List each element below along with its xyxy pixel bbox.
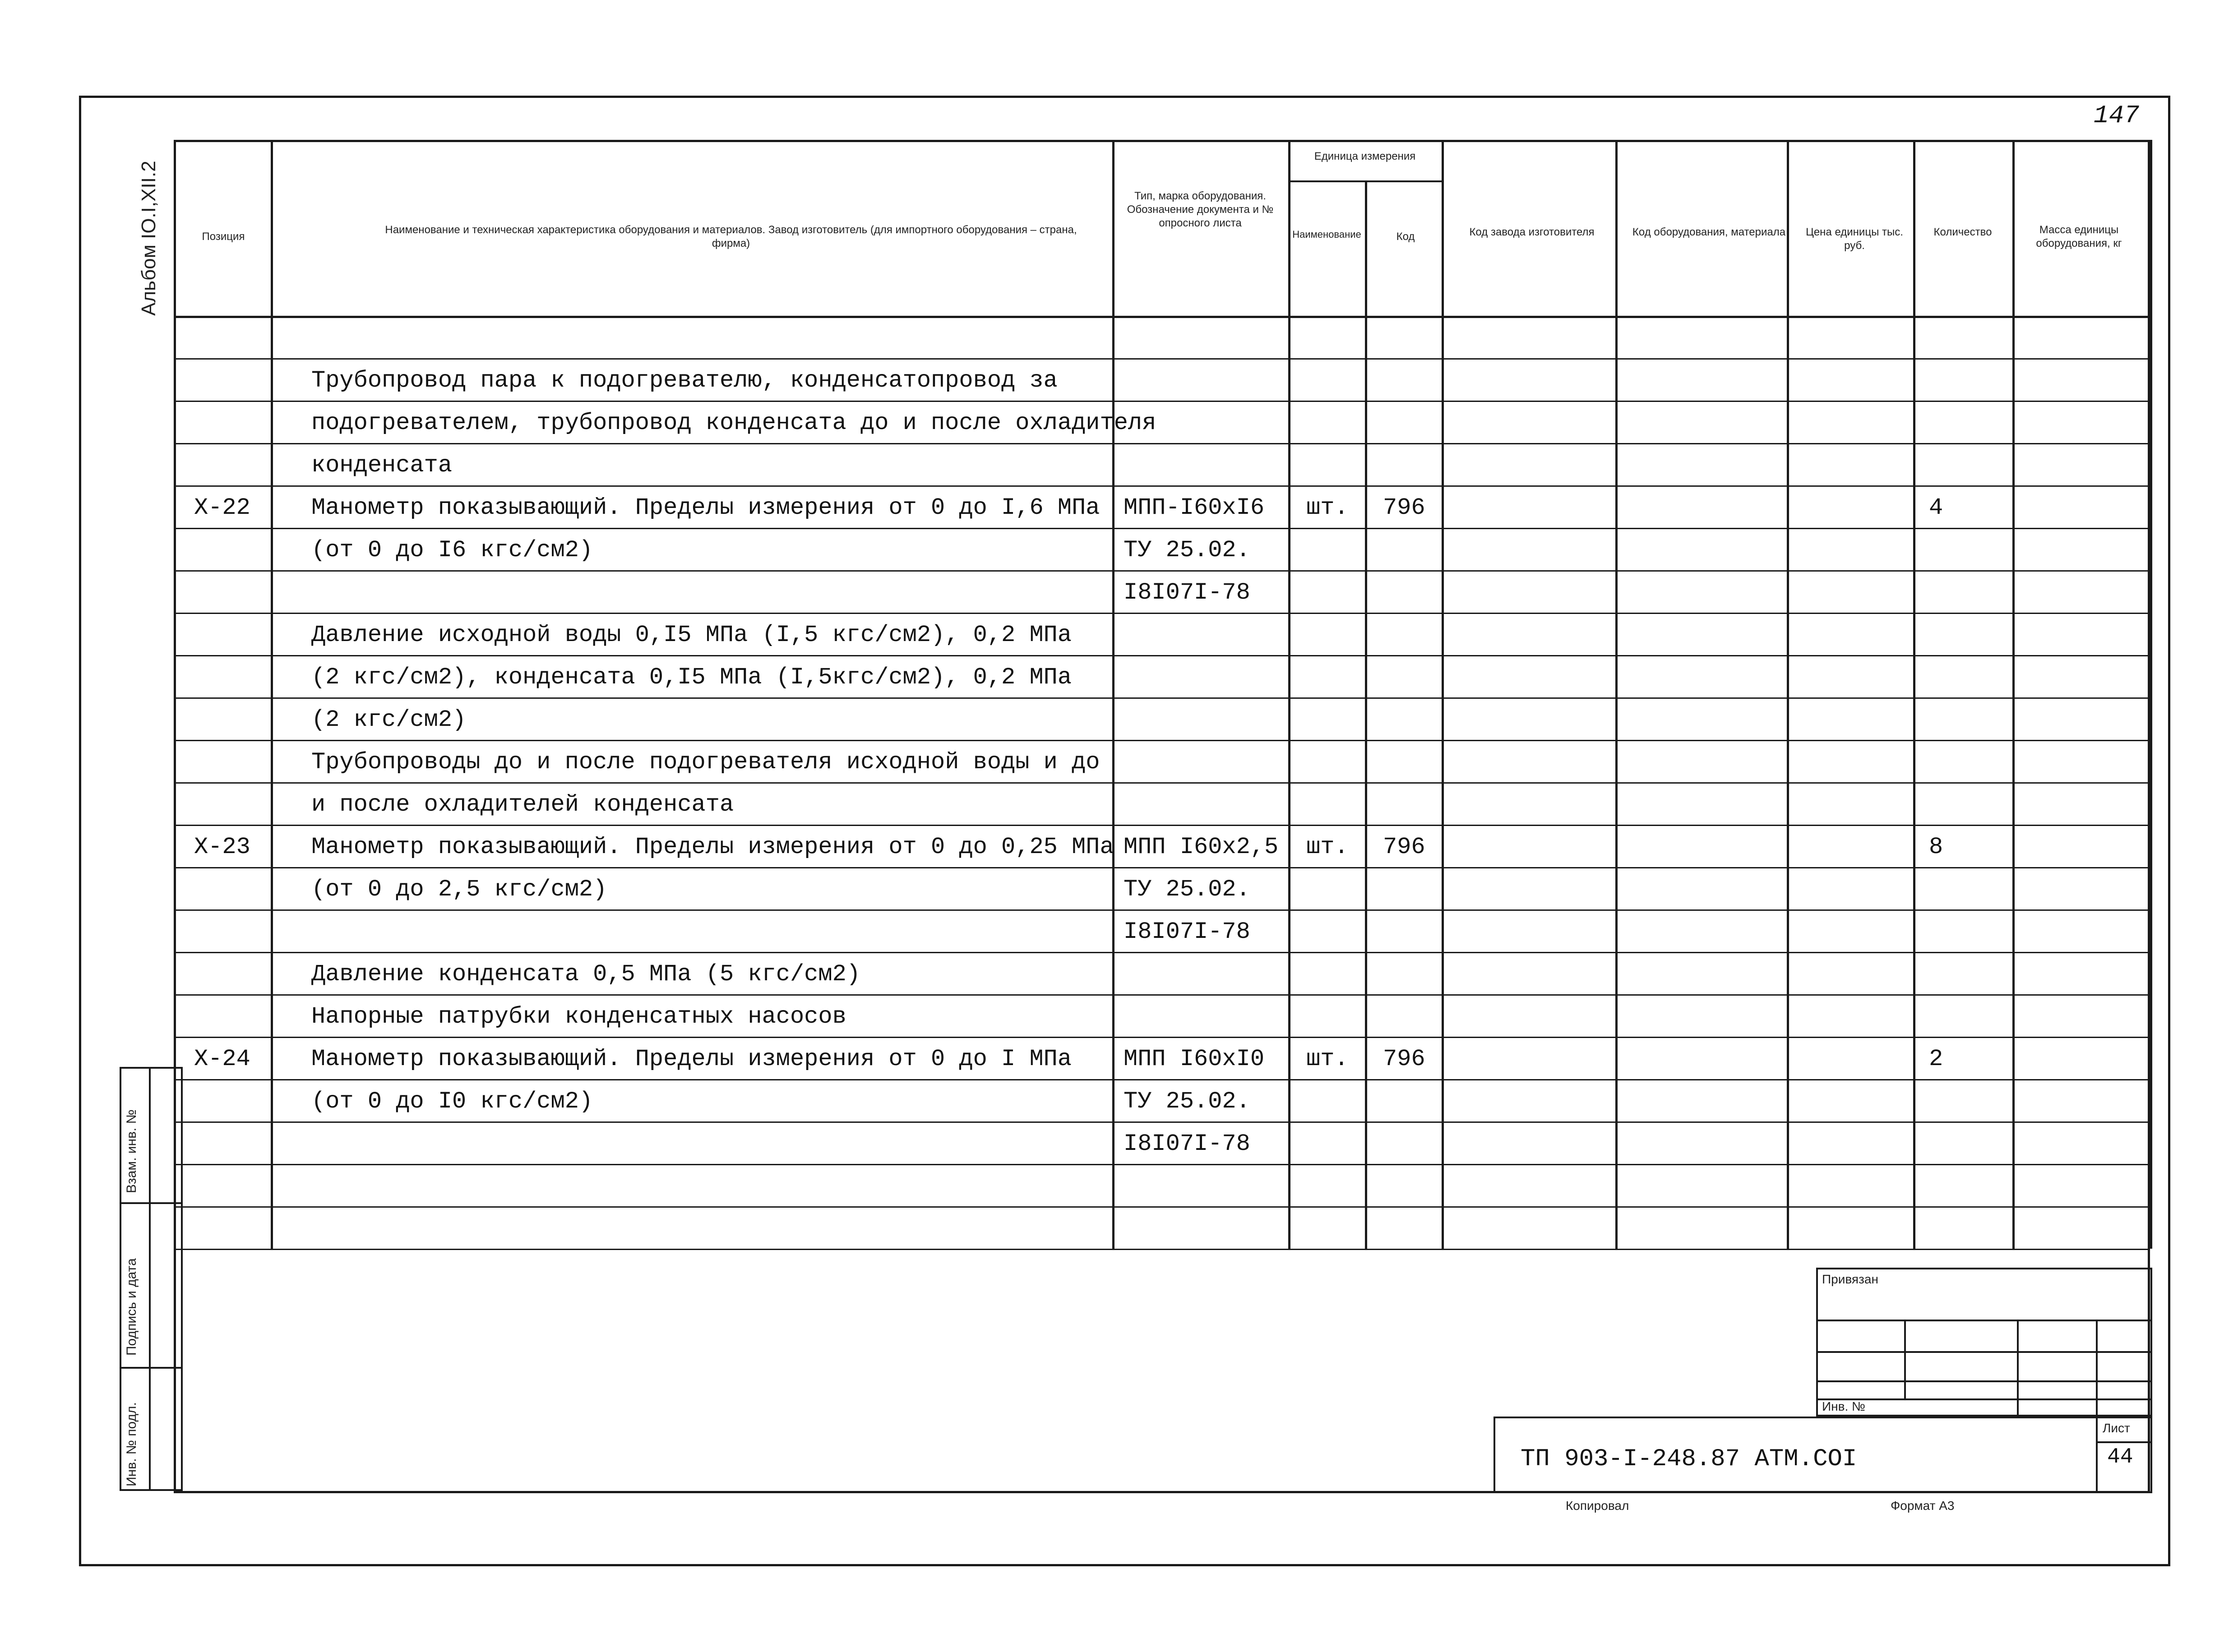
row-name: Манометр показывающий. Пределы измерения от 0 до I МПа	[311, 1046, 1072, 1072]
row-type: МПП-I60хI6	[1124, 494, 1265, 521]
side-stamp-inv-repl: Взам. инв. №	[124, 1109, 139, 1193]
header-unit-name: Наименование	[1292, 229, 1361, 240]
table-row-line	[174, 1079, 2150, 1080]
row-type: ТУ 25.02.	[1124, 1088, 1250, 1115]
outer-border-top	[79, 96, 2170, 98]
row-name: Манометр показывающий. Пределы измерения от 0 до I,6 МПа	[311, 494, 1100, 521]
table-col-line	[1112, 140, 1114, 1249]
inv-no-label: Инв. №	[1822, 1399, 1866, 1413]
privyazan-row-4	[1816, 1398, 2152, 1400]
header-unit-group: Единица измерения	[1314, 150, 1416, 162]
privyazan-label: Привязан	[1822, 1272, 1878, 1286]
header-name: Наименование и техническая характеристика оборудования и материалов. Завод изготовитель (для импортного оборудования – страна, фирма)	[385, 224, 1077, 249]
row-unit: шт.	[1306, 1046, 1349, 1072]
row-unit-code: 796	[1383, 494, 1425, 521]
table-col-line	[2150, 140, 2152, 1249]
footer-format: Формат А3	[1891, 1499, 1955, 1513]
table-col-line	[271, 140, 273, 1249]
row-type: ТУ 25.02.	[1124, 537, 1250, 563]
privyazan-col-2	[2017, 1320, 2019, 1417]
header-price: Цена единицы тыс. руб.	[1806, 226, 1903, 252]
row-name: Манометр показывающий. Пределы измерения от 0 до 0,25 МПа	[311, 834, 1114, 860]
row-name: Трубопровод пара к подогревателю, конденсатопровод за	[311, 367, 1058, 394]
side-stamp-row-1	[120, 1202, 183, 1204]
table-row-line	[174, 358, 2150, 360]
row-name: и после охладителей конденсата	[311, 791, 734, 818]
side-stamp-divider	[149, 1067, 151, 1491]
side-stamp-inv-orig: Инв. № подл.	[124, 1402, 139, 1486]
table-header-bottom	[174, 316, 2150, 318]
table-col-line	[1365, 180, 1367, 1249]
table-row-line	[174, 825, 2150, 826]
outer-border-left	[79, 96, 81, 1566]
row-type: I8I07I-78	[1124, 1131, 1250, 1157]
sheet-row	[2096, 1441, 2152, 1443]
row-name: Давление исходной воды 0,I5 МПа (I,5 кгс/см2), 0,2 МПа	[311, 622, 1072, 648]
table-row-line	[174, 909, 2150, 911]
table-row-line	[174, 697, 2150, 699]
table-row-line	[174, 952, 2150, 953]
row-type: I8I07I-78	[1124, 918, 1250, 945]
table-row-line	[174, 1249, 2150, 1250]
header-position: Позиция	[202, 231, 245, 243]
table-row-line	[174, 1206, 2150, 1208]
table-row-line	[174, 867, 2150, 868]
row-unit-code: 796	[1383, 834, 1425, 860]
table-row-line	[174, 528, 2150, 529]
row-type: МПП I60хI0	[1124, 1046, 1265, 1072]
privyazan-col-3	[2096, 1320, 2098, 1417]
table-row-line	[174, 740, 2150, 741]
row-type: I8I07I-78	[1124, 579, 1250, 606]
privyazan-col-1	[1904, 1320, 1906, 1398]
row-qty: 2	[1929, 1046, 1943, 1072]
table-row-line	[174, 570, 2150, 572]
header-qty: Количество	[1933, 226, 1992, 238]
row-name: Напорные патрубки конденсатных насосов	[311, 1003, 846, 1030]
row-name: (2 кгс/см2)	[311, 706, 467, 733]
row-name: (от 0 до I0 кгс/см2)	[311, 1088, 593, 1115]
row-unit: шт.	[1306, 834, 1349, 860]
sheet-col	[2096, 1417, 2098, 1493]
row-name: (2 кгс/см2), конденсата 0,I5 МПа (I,5кгс/см2), 0,2 МПа	[311, 664, 1072, 691]
outer-border-bottom	[79, 1564, 2170, 1566]
row-unit-code: 796	[1383, 1046, 1425, 1072]
privyazan-row-2	[1816, 1351, 2152, 1353]
row-name: подогревателем, трубопровод конденсата до и после охладителя	[311, 410, 1156, 436]
table-row-line	[174, 782, 2150, 784]
row-name: конденсата	[311, 452, 453, 479]
row-type: ТУ 25.02.	[1124, 876, 1250, 903]
table-col-line	[1615, 140, 1618, 1249]
sheet-number: 44	[2107, 1445, 2133, 1469]
row-name: Трубопроводы до и после подогревателя исходной воды и до	[311, 749, 1100, 775]
table-row-line	[174, 401, 2150, 402]
table-col-line	[1787, 140, 1789, 1249]
privyazan-row-3	[1816, 1380, 2152, 1382]
table-row-line	[174, 1037, 2150, 1038]
row-position: X-23	[194, 834, 250, 860]
row-qty: 4	[1929, 494, 1943, 521]
table-col-line	[1442, 140, 1444, 1249]
table-col-line	[1913, 140, 1915, 1249]
doc-code: ТП 903-I-248.87 АТМ.СОI	[1521, 1445, 1857, 1473]
row-position: X-24	[194, 1046, 250, 1072]
privyazan-block	[1816, 1268, 2152, 1417]
table-col-line	[2012, 140, 2015, 1249]
side-stamp-sign-date: Подпись и дата	[124, 1258, 139, 1356]
side-stamp-row-2	[120, 1367, 183, 1369]
table-row-line	[174, 994, 2150, 996]
table-row-line	[174, 1164, 2150, 1165]
table-row-line	[174, 655, 2150, 656]
header-type: Тип, марка оборудования. Обозначение документа и № опросного листа	[1127, 190, 1274, 229]
table-col-line	[1288, 140, 1290, 1249]
header-maker-code: Код завода изготовителя	[1469, 226, 1595, 238]
sheet-label: Лист	[2103, 1421, 2130, 1435]
unit-group-line	[1288, 180, 1442, 182]
row-name: (от 0 до 2,5 кгс/см2)	[311, 876, 607, 903]
table-row-line	[174, 485, 2150, 487]
row-name: (от 0 до I6 кгс/см2)	[311, 537, 593, 563]
row-type: МПП I60х2,5	[1124, 834, 1279, 860]
footer-copied: Копировал	[1566, 1499, 1629, 1513]
privyazan-row-1	[1816, 1320, 2152, 1321]
table-row-line	[174, 443, 2150, 444]
table-row-line	[174, 613, 2150, 614]
page-mark: 147	[2094, 101, 2139, 130]
header-mass: Масса единицы оборудования, кг	[2036, 224, 2122, 249]
outer-border-right	[2168, 96, 2170, 1566]
header-unit-code: Код	[1396, 231, 1415, 243]
table-row-line	[174, 1121, 2150, 1123]
album-label: Альбом IO.I,XII.2	[138, 161, 160, 316]
row-position: X-22	[194, 494, 250, 521]
row-qty: 8	[1929, 834, 1943, 860]
row-unit: шт.	[1306, 494, 1349, 521]
row-name: Давление конденсата 0,5 МПа (5 кгс/см2)	[311, 961, 860, 988]
header-equip-code: Код оборудования, материала	[1632, 226, 1786, 238]
